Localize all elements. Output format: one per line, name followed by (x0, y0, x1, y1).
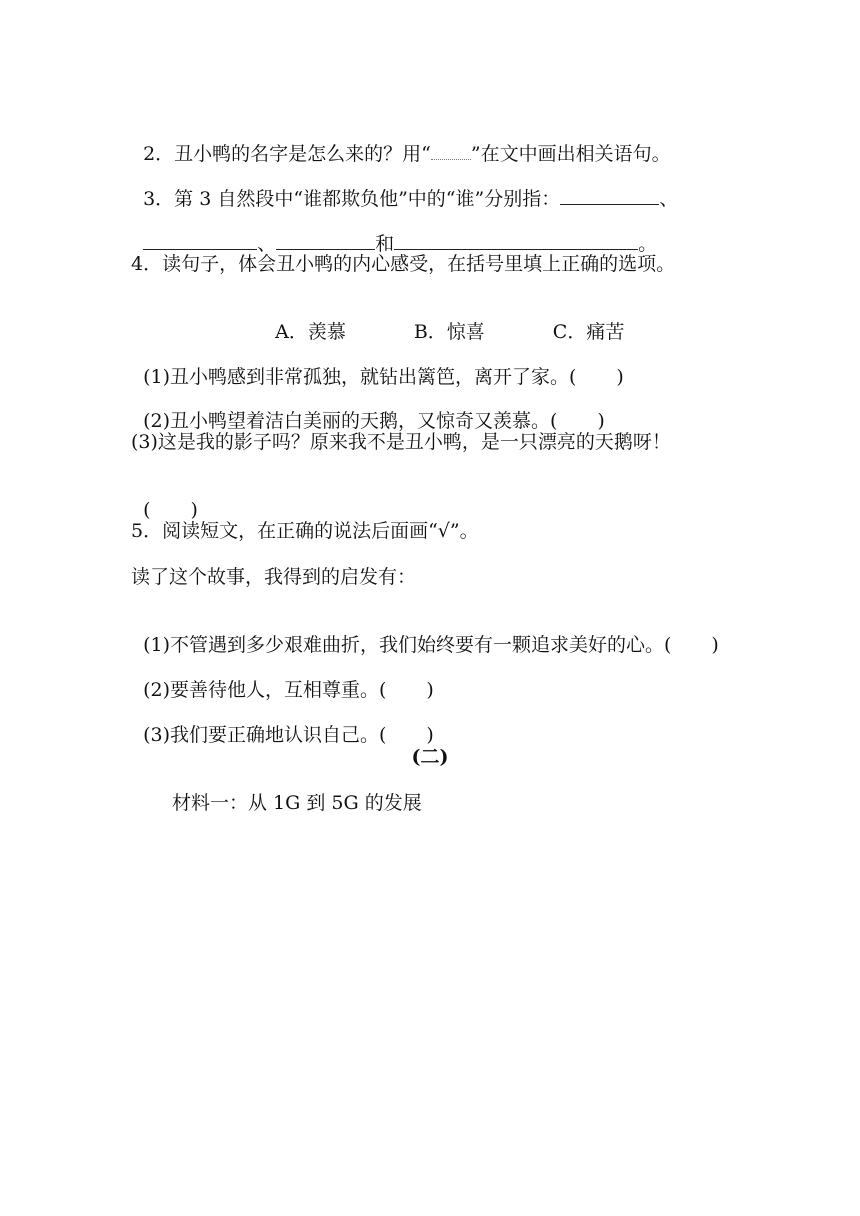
q4-item-1-text: (1)丑小鸭感到非常孤独，就钻出篱笆，离开了家。( (143, 366, 577, 388)
question-2 (131, 117, 671, 166)
answer-blank-4[interactable] (394, 231, 638, 250)
answer-blank-2[interactable] (143, 231, 257, 250)
q5-item-3 (131, 699, 434, 747)
q5-item-3-text: (3)我们要正确地认识自己。( (143, 724, 387, 746)
paren-close: ) (711, 634, 719, 656)
q4-item-2 (131, 385, 605, 433)
question-5-title: 5．阅读短文，在正确的说法后面画“√”。 (131, 520, 479, 542)
q5-item-2-text: (2)要善待他人，互相尊重。( (143, 679, 387, 701)
question-4-options (263, 296, 624, 344)
question-5-intro: 读了这个故事，我得到的启发有： (131, 566, 417, 588)
paren-close: ) (426, 724, 434, 746)
paren-close: ) (597, 410, 605, 432)
q2-prefix: 2．丑小鸭的名字是怎么来的？用“ (143, 143, 431, 165)
question-4-title: 4．读句子，体会丑小鸭的内心感受，在括号里填上正确的选项。 (131, 253, 676, 275)
q3-and: 和 (375, 233, 395, 255)
paren-close: ) (616, 366, 624, 388)
paren-close: ) (190, 499, 198, 521)
q5-item-2 (131, 654, 434, 702)
question-3-line-2 (131, 207, 657, 256)
q5-item-1-text: (1)不管遇到多少艰难曲折，我们始终要有一颗追求美好的心。( (143, 634, 672, 656)
answer-blank-1[interactable] (560, 186, 659, 205)
paren-close: ) (426, 679, 434, 701)
question-3-line-1 (131, 162, 678, 211)
option-a: A．羡慕 (275, 321, 346, 343)
q4-item-3: (3)这是我的影子吗？原来我不是丑小鸭，是一只漂亮的天鹅呀！ (131, 431, 671, 453)
option-b: B．惊喜 (413, 321, 485, 343)
paren-open: ( (143, 499, 151, 521)
q3-text: 3．第 3 自然段中“谁都欺负他”中的“谁”分别指： (143, 188, 561, 210)
q3-end: 。 (638, 233, 658, 255)
wavy-line-mark (431, 141, 471, 160)
q3-sep-2: 、 (257, 233, 277, 255)
section-heading: (二) (411, 746, 449, 768)
q5-item-1 (131, 609, 719, 657)
q4-item-3-cont (131, 474, 198, 522)
answer-blank-3[interactable] (276, 231, 375, 250)
material-title: 材料一：从 1G 到 5G 的发展 (172, 792, 422, 814)
q2-suffix: ”在文中画出相关语句。 (470, 143, 671, 165)
q4-item-1 (131, 341, 624, 389)
option-c: C．痛苦 (552, 321, 625, 343)
q3-sep-1: 、 (659, 188, 679, 210)
q4-item-2-text: (2)丑小鸭望着洁白美丽的天鹅，又惊奇又羡慕。( (143, 410, 558, 432)
